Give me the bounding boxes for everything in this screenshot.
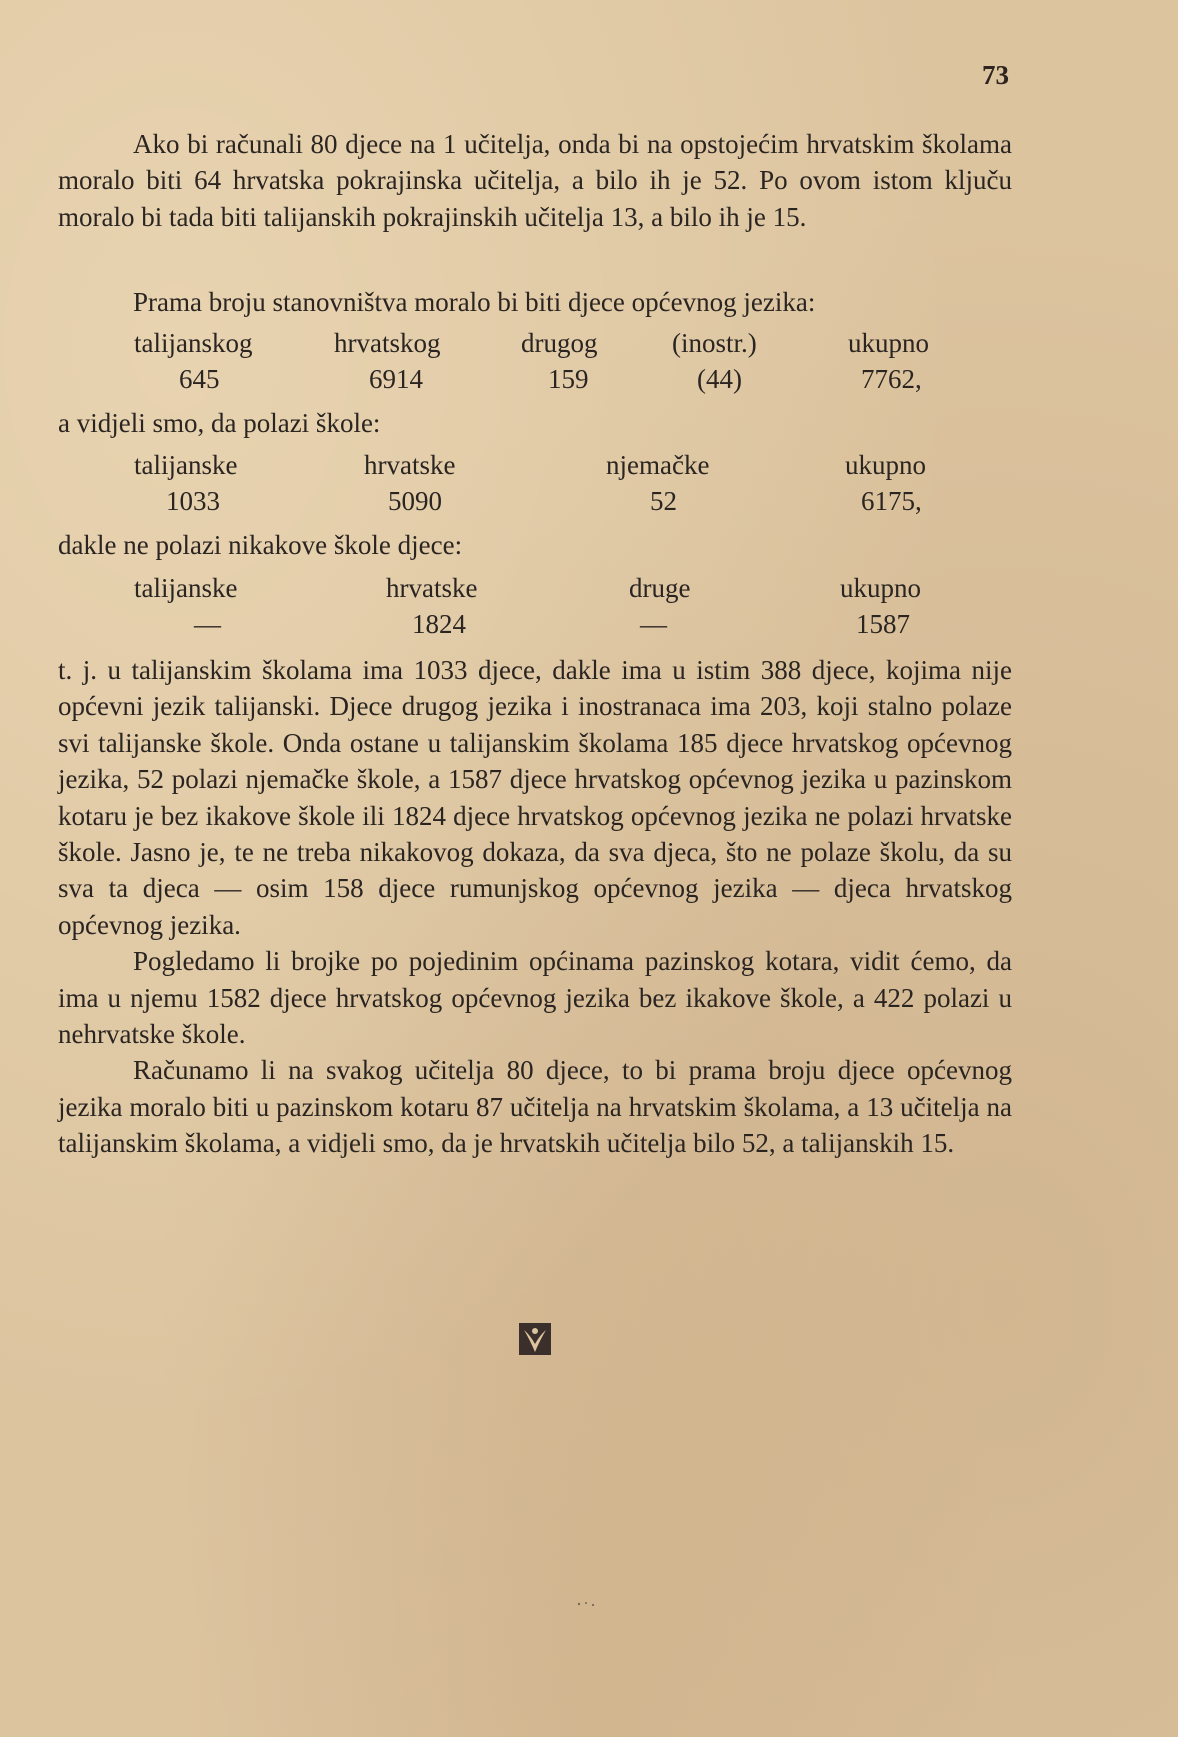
table-cell: hrvatske [364,450,456,480]
table-cell: hrvatskog [334,328,441,358]
paragraphs-bottom [58,652,1012,1162]
table-cell: 645 [179,364,220,394]
printer-ornament-icon [518,1322,552,1356]
paper-speck-icon [575,1600,599,1608]
table-cell: 1587 [856,609,910,639]
table-cell: talijanske [134,573,238,603]
page-number: 73 [982,60,1009,90]
intro-line-2 [58,405,1012,441]
table-3-header-row [0,573,1178,609]
table-cell: 6914 [369,364,423,394]
table-cell: ukupno [848,328,929,358]
table-1-header-row [0,328,1178,364]
table-cell: njemačke [606,450,710,480]
table-cell: 7762, [861,364,922,394]
table-cell: 159 [548,364,589,394]
table-cell: druge [629,573,691,603]
table-cell: ukupno [845,450,926,480]
table-cell: 1824 [412,609,466,639]
table-cell: talijanske [134,450,238,480]
table-cell: (44) [697,364,742,394]
table-3-value-row [0,609,1178,645]
intro-text: Prama broju stanovništva moralo bi biti djece općevnog jezika: [133,287,816,317]
paragraph: Računamo li na svakog učitelja 80 djece, to bi prama broju djece općevnog jezika moralo biti u pazinskom kotaru 87 učitelja na hrvatskim školama, a 13 učitelja na talijanskim školama, a vidjeli smo, da je hrvatskih učitelja bilo 52, a talijanskih 15. [58,1055,1012,1159]
table-cell: 5090 [388,486,442,516]
table-2-value-row [0,486,1178,522]
intro-line-3 [58,527,1012,563]
table-cell: (inostr.) [672,328,757,358]
intro-line-1 [58,284,1012,320]
table-cell: 1033 [166,486,220,516]
table-cell: 6175, [861,486,922,516]
paragraph: Pogledamo li brojke po pojedinim općinama pazinskog kotara, vidit ćemo, da ima u njemu 1582 djece hrvatskog općevnog jezika bez ikakove škole, a 422 polazi u nehrvatske škole. [58,946,1012,1050]
intro-text: a vidjeli smo, da polazi škole: [58,408,381,438]
paragraph: Ako bi računali 80 djece na 1 učitelja, onda bi na opstojećim hrvatskim školama moralo biti 64 hrvatska pokrajinska učitelja, a bilo ih je 52. Po ovom istom ključu moralo bi tada biti talijanskih pokrajinskih učitelja 13, a bilo ih je 15. [58,129,1012,232]
table-cell: ukupno [840,573,921,603]
paragraph-top [58,126,1012,235]
table-cell: talijanskog [134,328,253,358]
table-cell: — [194,609,221,639]
intro-text: dakle ne polazi nikakove škole djece: [58,530,463,560]
table-cell: drugog [521,328,598,358]
table-cell: 52 [650,486,677,516]
table-cell: — [640,609,667,639]
table-1-value-row [0,364,1178,400]
paragraph: t. j. u talijanskim školama ima 1033 djece, dakle ima u istim 388 djece, kojima nije općevni jezik talijanski. Djece drugog jezika i inostranaca ima 203, koji stalno polaze svi talijanske škole. Onda ostane u talijanskim školama 185 djece hrvatskog općevnog jezika, 52 polazi njemačke škole, a 1587 djece hrvatskog općevnog jezika u pazinskom kotaru je bez ikakove škole ili 1824 djece hrvatskog općevnog jezika ne polazi hrvatske škole. Jasno je, te ne treba nikakovog dokaza, da sva djeca, što ne polaze školu, da su sva ta djeca — osim 158 djece rumunjskog općevnog jezika — djeca hrvatskog općevnog jezika. [58,655,1012,940]
table-2-header-row [0,450,1178,486]
table-cell: hrvatske [386,573,478,603]
